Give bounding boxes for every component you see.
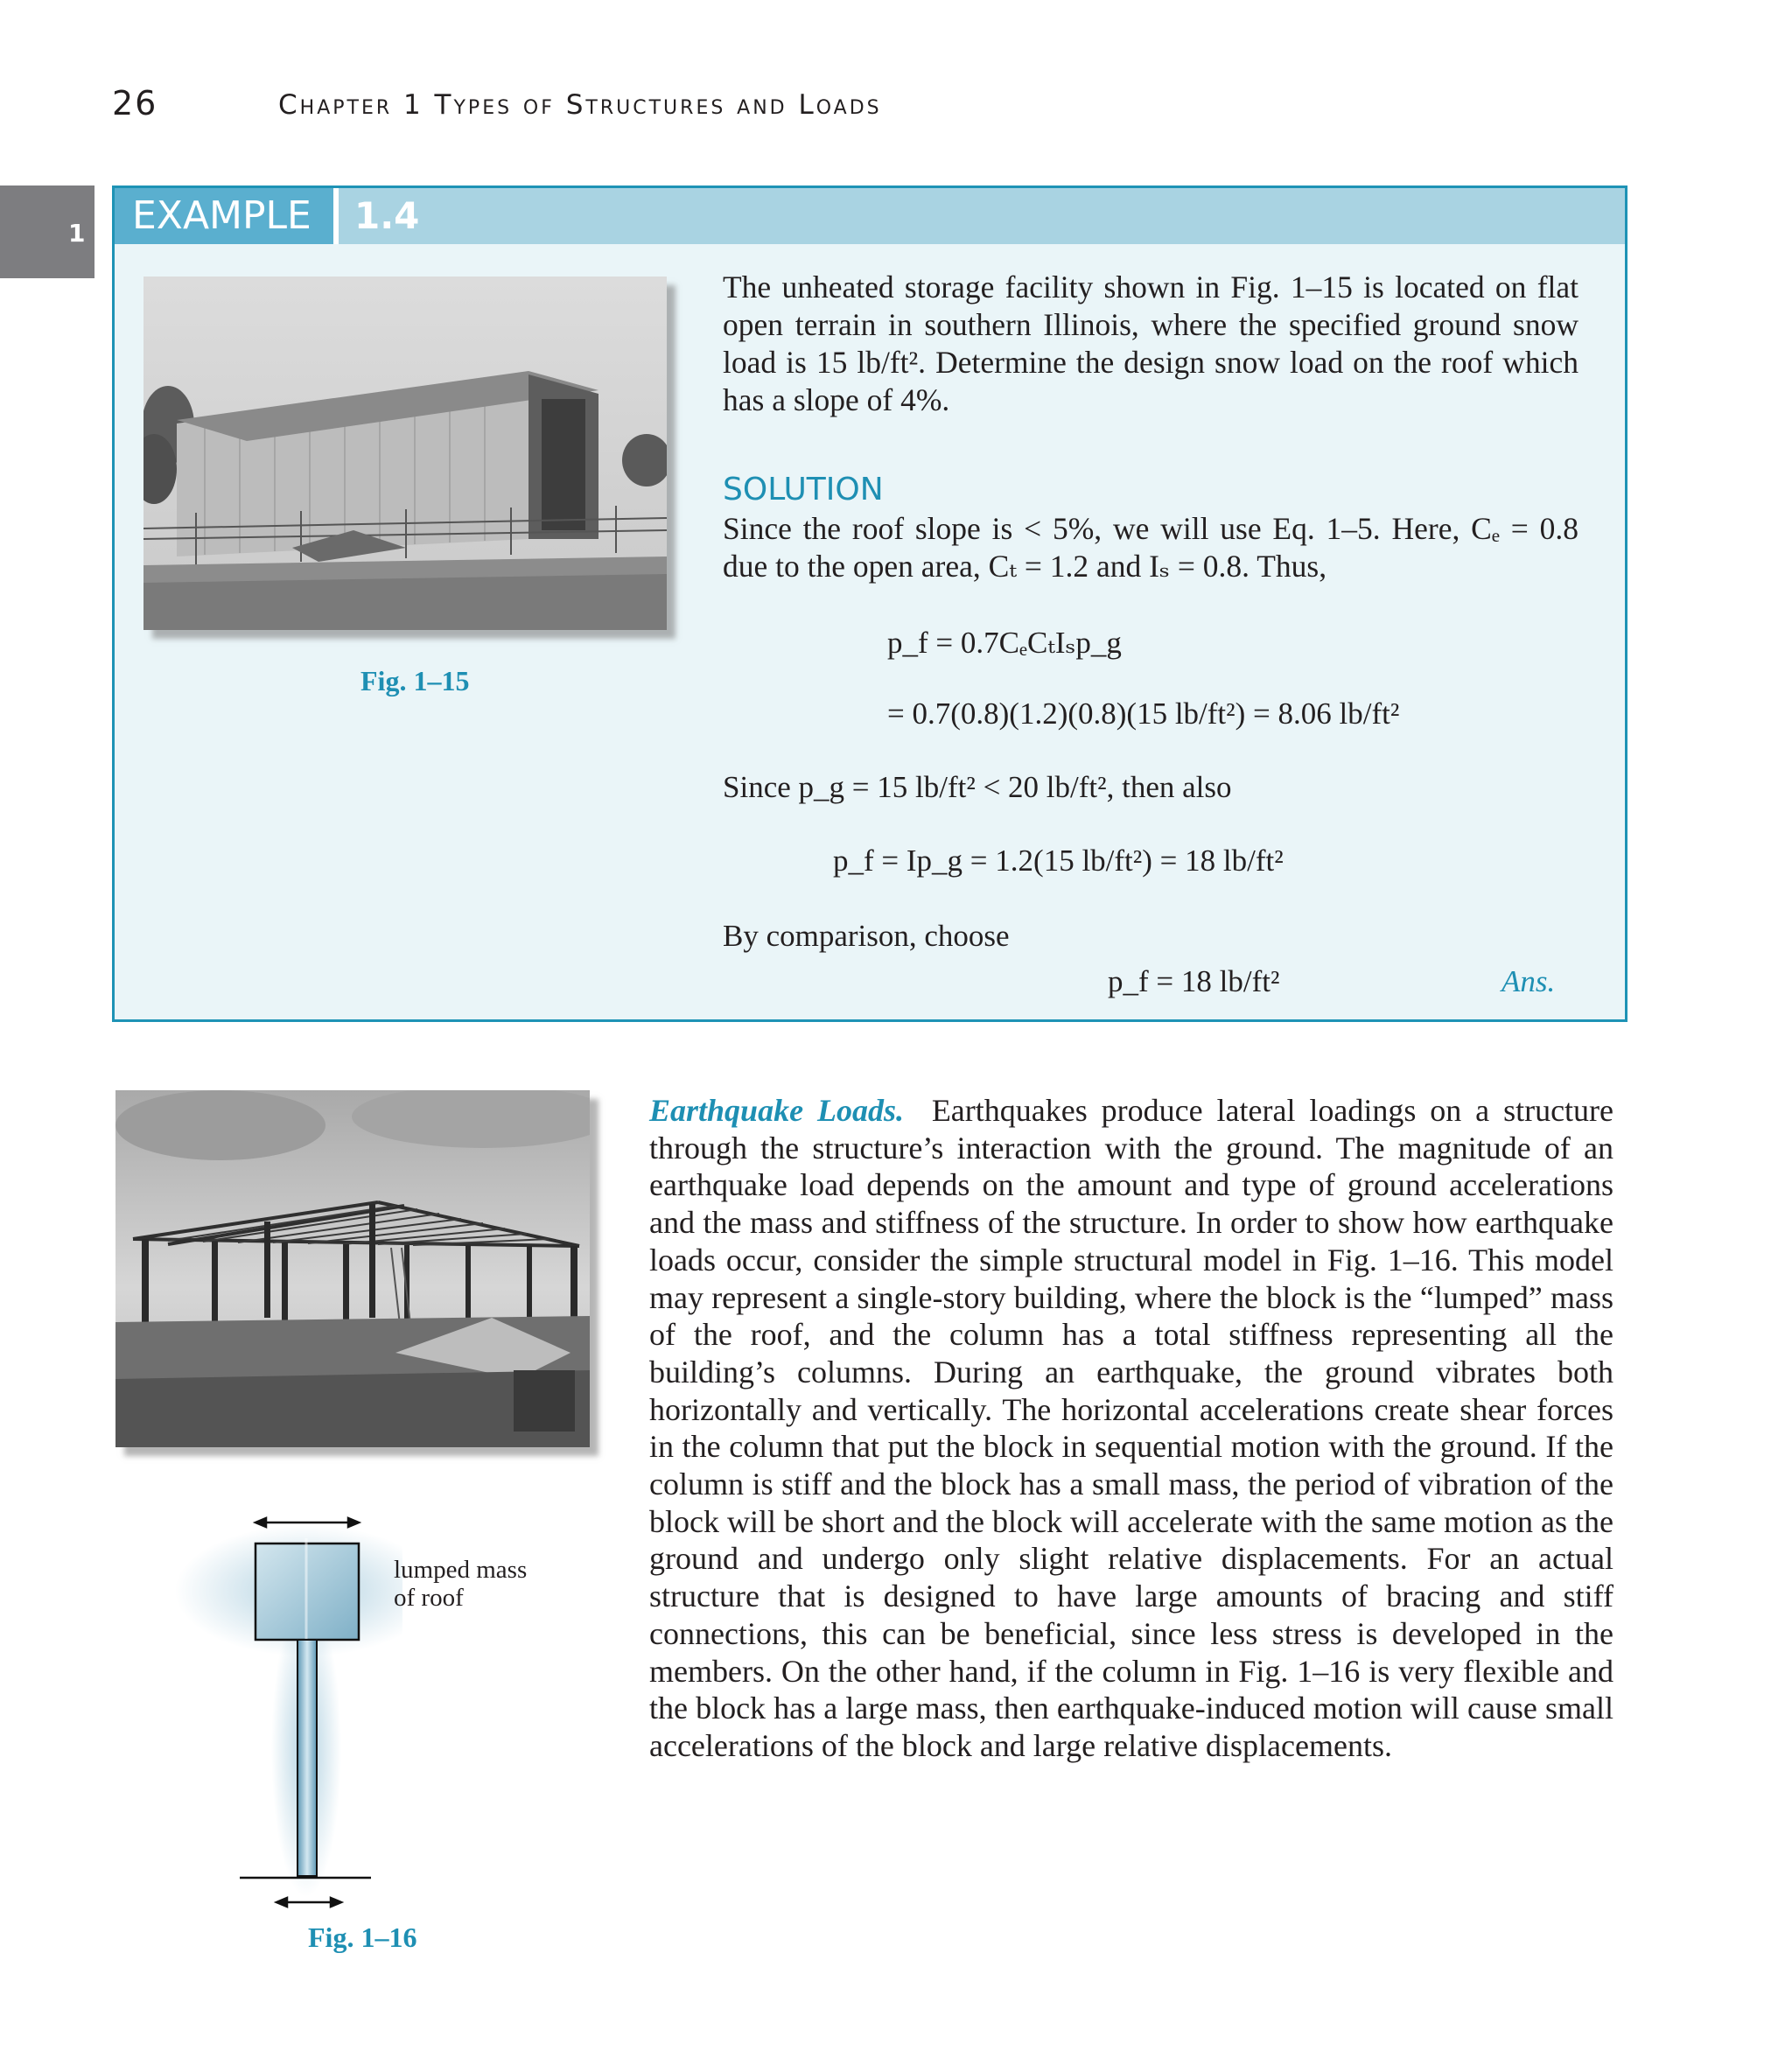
storage-facility-illustration [144, 276, 667, 630]
equation-snow-load-computed: = 0.7(0.8)(1.2)(0.8)(15 lb/ft²) = 8.06 lb/ft² [887, 696, 1400, 731]
steel-frame-illustration [116, 1090, 590, 1447]
equation-minimum-load: p_f = Ip_g = 1.2(15 lb/ft²) = 18 lb/ft² [833, 844, 1284, 878]
problem-statement: The unheated storage facility shown in Fig. 1–15 is located on flat open terrain in southern Illinois, where the specified ground snow load is 15 lb/ft². Determine the design snow load on the roof which has a slope of 4%. [723, 270, 1578, 417]
section-lead-term: Earthquake Loads. [649, 1093, 904, 1128]
column-element [298, 1640, 317, 1876]
example-label: EXAMPLE [115, 188, 333, 244]
bottom-double-arrow [276, 1898, 341, 1907]
solution-heading: SOLUTION [723, 472, 884, 508]
figure-caption-1-15: Fig. 1–15 [360, 665, 470, 696]
chapter-title: Chapter 1 Types of Structures and Loads [278, 89, 882, 121]
earthquake-loads-section [649, 1092, 1614, 1765]
answer-marker: Ans. [1502, 964, 1556, 998]
example-number: 1.4 [354, 194, 420, 237]
steel-frame-photo [116, 1090, 590, 1447]
side-tab-number: 1 [68, 219, 86, 248]
solution-intro: Since the roof slope is < 5%, we will use Eq. 1–5. Here, Cₑ = 0.8 due to the open area, Cₜ = 1.2 and Iₛ = 0.8. Thus, [723, 511, 1578, 584]
lumped-mass-model-diagram [175, 1503, 402, 1914]
chapter-side-tab [0, 186, 94, 278]
lumped-mass-label-line-2: of roof [394, 1584, 464, 1612]
figure-caption-1-16: Fig. 1–16 [308, 1922, 417, 1953]
example-header-separator [333, 188, 339, 244]
final-equation: p_f = 18 lb/ft² [1108, 964, 1280, 998]
earthquake-paragraph: Earthquakes produce lateral loadings on a structure through the structure’s interaction with the ground. The magnitude of an earthquake load depends on the amount and type of ground accelerations and the mass and stiffness of the structure. In order to show how earthquake loads occur, consider the simple structural model in Fig. 1–16. This model may represent a single-story building, where the block is the “lumped” mass of the roof, and the column has a total stiffness representing all the building’s columns. During an earthquake, the ground vibrates both horizontally and vertically. The horizontal accelerations create shear forces in the column that put the block in sequential motion with the ground. If the column is stiff and the block has a small mass, the period of vibration of the block will be short and the block will accelerate with the same motion as the ground and undergo only slight relative displacements. For an actual structure that is designed to have large amounts of bracing and stiff connections, this can be beneficial, since less stress is developed in the members. On the other hand, if the column in Fig. 1–16 is very flexible and the block has a large mass, then earthquake-induced motion will cause small accelerations of the block and large relative displacements. [649, 1093, 1614, 1763]
storage-facility-photo [144, 276, 667, 630]
comparison-text: By comparison, choose [723, 919, 1010, 953]
since-line: Since p_g = 15 lb/ft² < 20 lb/ft², then also [723, 770, 1232, 804]
page-number: 26 [112, 84, 158, 122]
equation-snow-load-formula: p_f = 0.7CₑCₜIₛp_g [887, 626, 1122, 660]
lumped-mass-label [394, 1556, 527, 1612]
lumped-mass-label-line-1: lumped mass [394, 1556, 528, 1584]
example-header-bar [115, 188, 1625, 244]
